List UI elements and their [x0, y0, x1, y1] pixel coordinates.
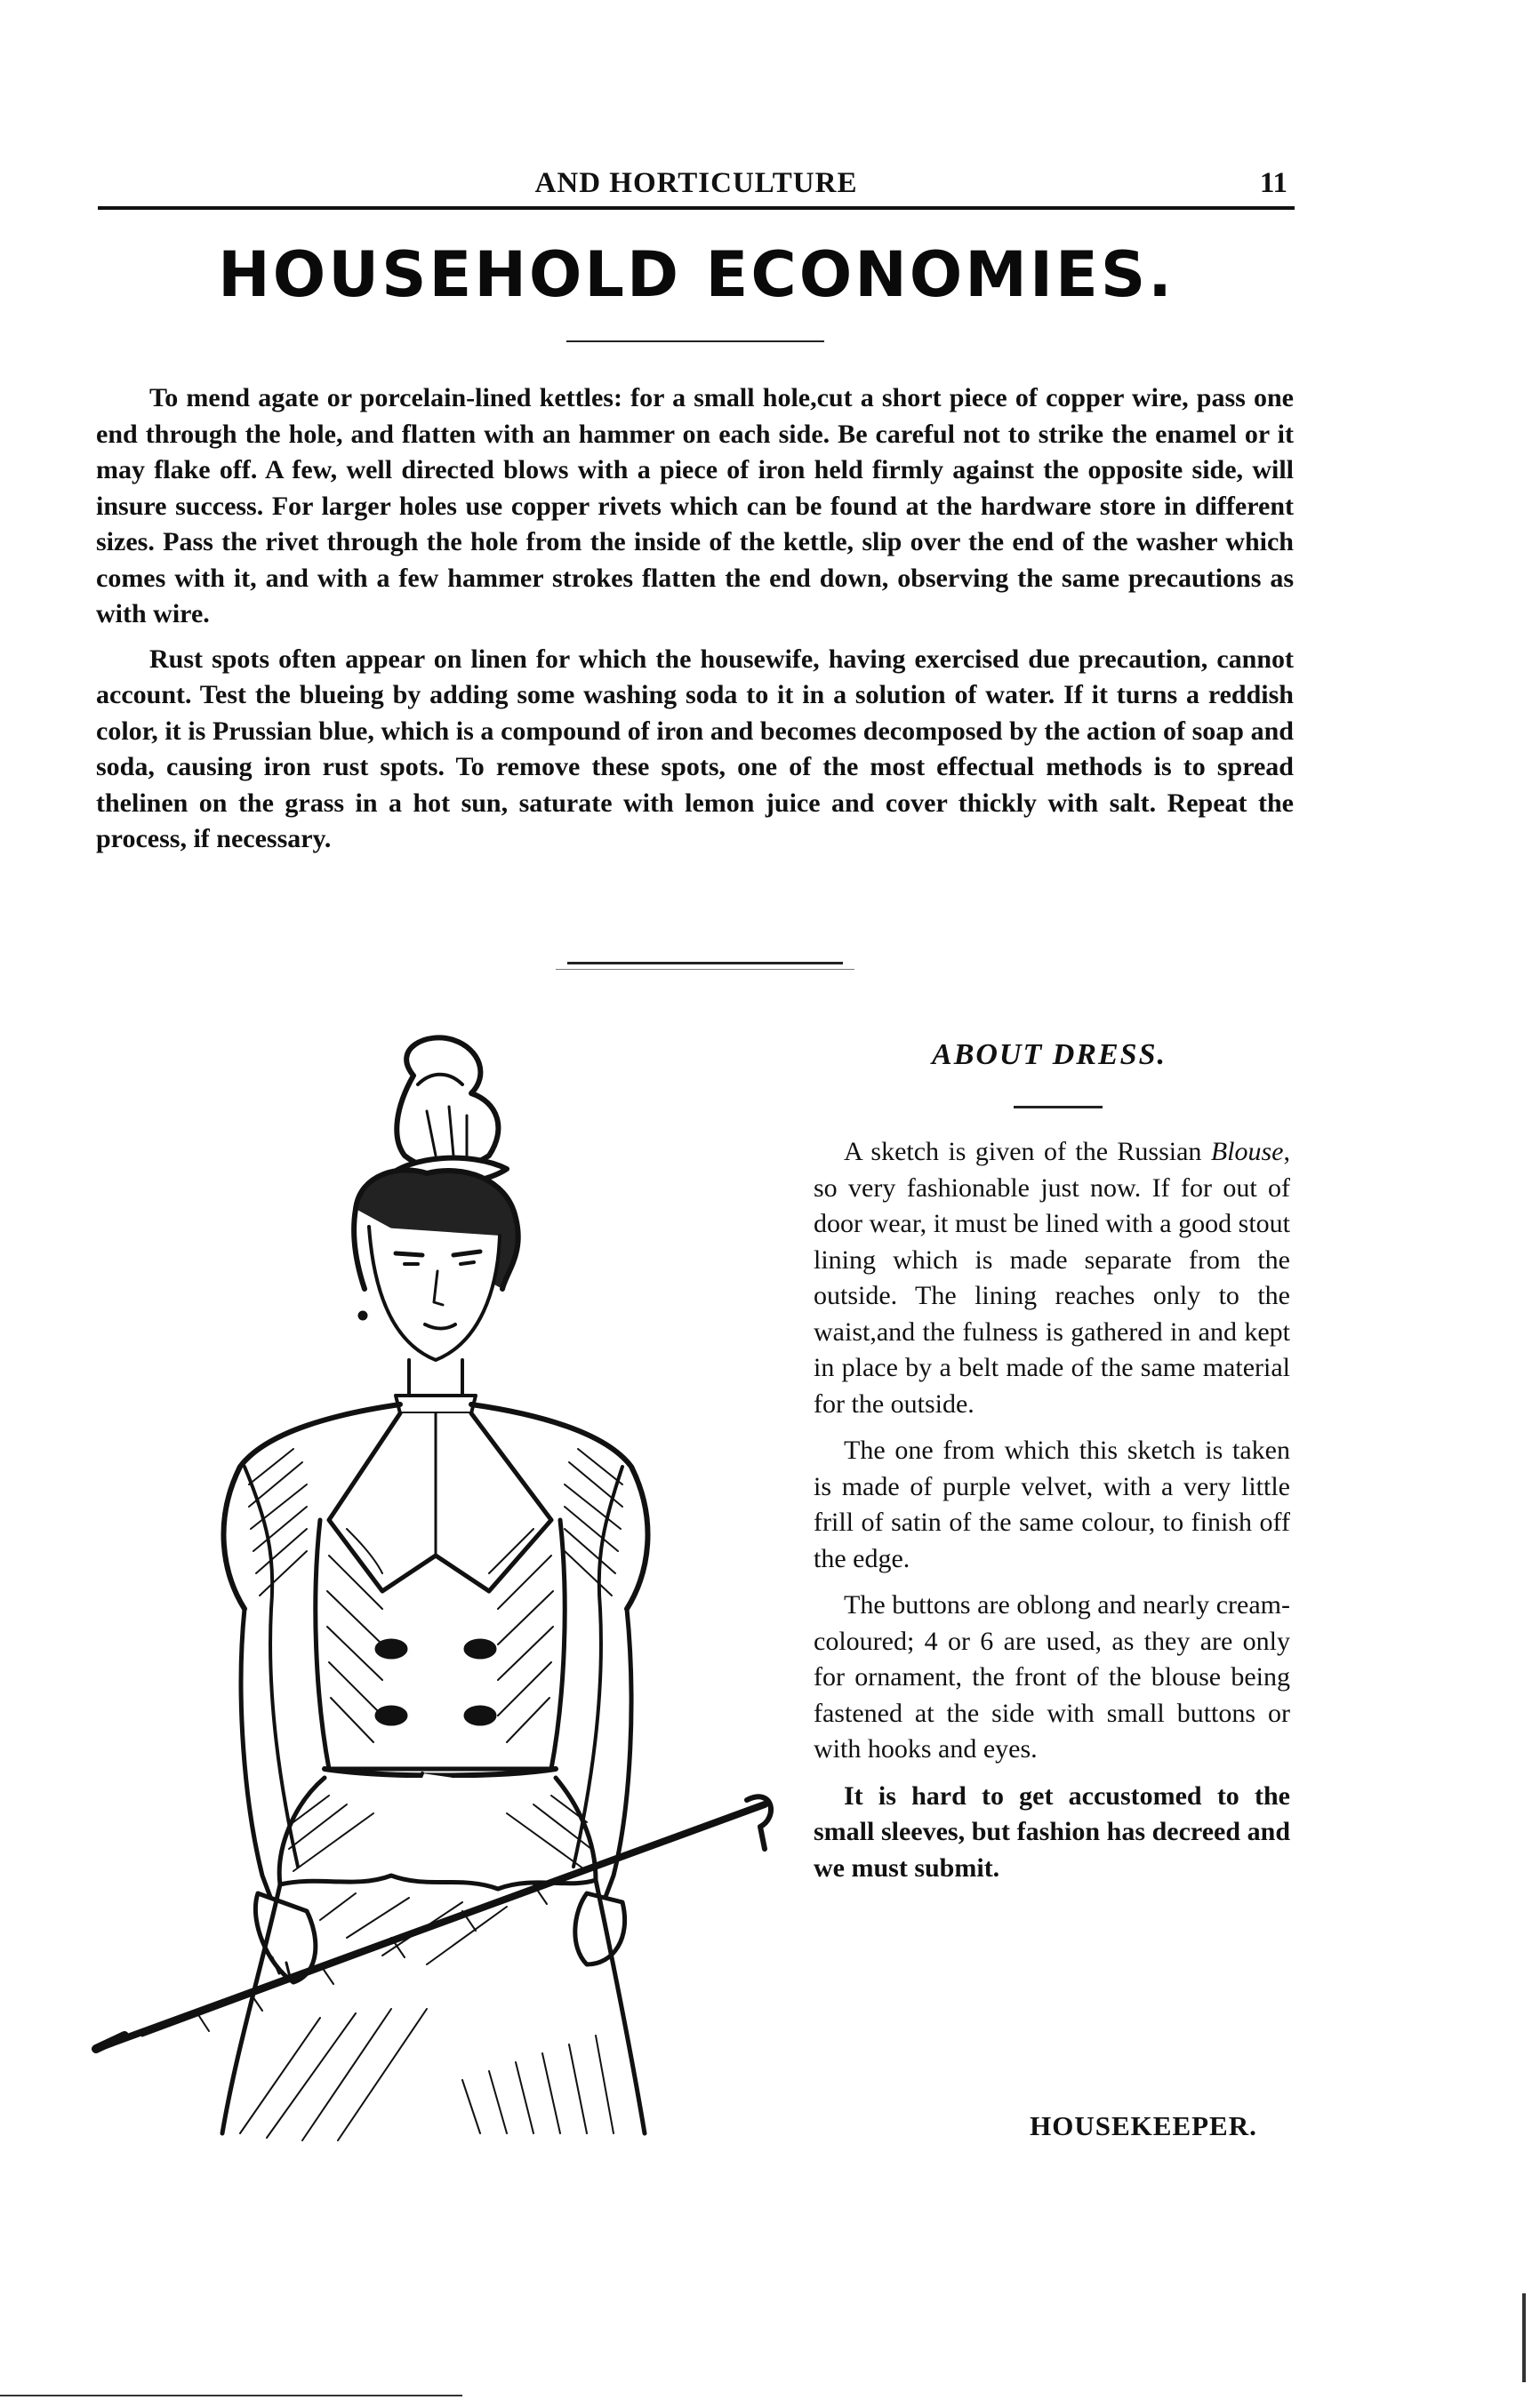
woman-in-russian-blouse-illustration	[89, 1022, 782, 2151]
page-title: HOUSEHOLD ECONOMIES.	[218, 238, 1175, 311]
page-edge-line	[0, 2395, 462, 2396]
dress-article	[814, 1134, 1290, 1897]
dress-paragraph-3: The buttons are oblong and nearly cream-coloured; 4 or 6 are used, as they are only for ornament, the front of the blouse being fastened at the side with small buttons or with hooks and eyes.	[814, 1590, 1290, 1764]
dress-paragraph-1-lead: A sketch is given of the Russian	[844, 1137, 1211, 1166]
section-divider-thin	[556, 969, 854, 970]
dress-paragraph-1-rest: , so very fashionable just now. If for out of door wear, it must be lined with a good stout lining which is made separate from the outside. The lining reaches only to the waist,and the fulness is gathered in and kept in place by a belt made of the same material for the outside.	[814, 1137, 1290, 1419]
page-number: 11	[1259, 167, 1287, 199]
paragraph-mending-kettles: To mend agate or porcelain-lined kettles: for a small hole,cut a short piece of copper wire, pass one end through the hole, and flatten with an hammer on each side. Be careful not to strike the enamel or it may flake off. A few, well directed blows with a piece of iron held firmly against the opposite side, will insure success. For larger holes use copper rivets which can be found at the hardware store in different sizes. Pass the rivet through the hole from the inside of the kettle, slip over the end of the washer which comes with it, and with a few hammer strokes flatten the end down, observing the same precautions as with wire.	[96, 383, 1294, 628]
article-body	[96, 380, 1294, 867]
blouse-emphasis: Blouse	[1210, 1137, 1284, 1166]
paragraph-rust-spots: Rust spots often appear on linen for which the housewife, having exercised due precaution, cannot account. Test the blueing by adding some washing soda to it in a solution of water. If it turns a reddish color, it is Prussian blue, which is a compound of iron and becomes decomposed by the action of soap and soda, causing iron rust spots. To remove these spots, one of the most effectual methods is to spread thelinen on the grass in a hot sun, saturate with lemon juice and cover thickly with salt. Repeat the process, if necessary.	[96, 644, 1294, 853]
author-signature: HOUSEKEEPER.	[1030, 2110, 1257, 2141]
dress-paragraph-2: The one from which this sketch is taken is made of purple velvet, with a very little frill of satin of the same colour, to finish off the edge.	[814, 1436, 1290, 1573]
title-divider	[566, 340, 824, 342]
page-edge-mark	[1522, 2293, 1526, 2382]
section-divider	[567, 962, 843, 964]
dress-section-heading: ABOUT DRESS.	[932, 1038, 1167, 1071]
dress-paragraph-4: It is hard to get accustomed to the small sleeves, but fashion has decreed and we must submit.	[814, 1780, 1290, 1883]
running-head	[98, 167, 1295, 210]
dress-paragraph-1	[814, 1134, 1290, 1422]
dress-heading-divider	[1014, 1106, 1103, 1108]
running-head-title: AND HORTICULTURE	[534, 167, 858, 199]
